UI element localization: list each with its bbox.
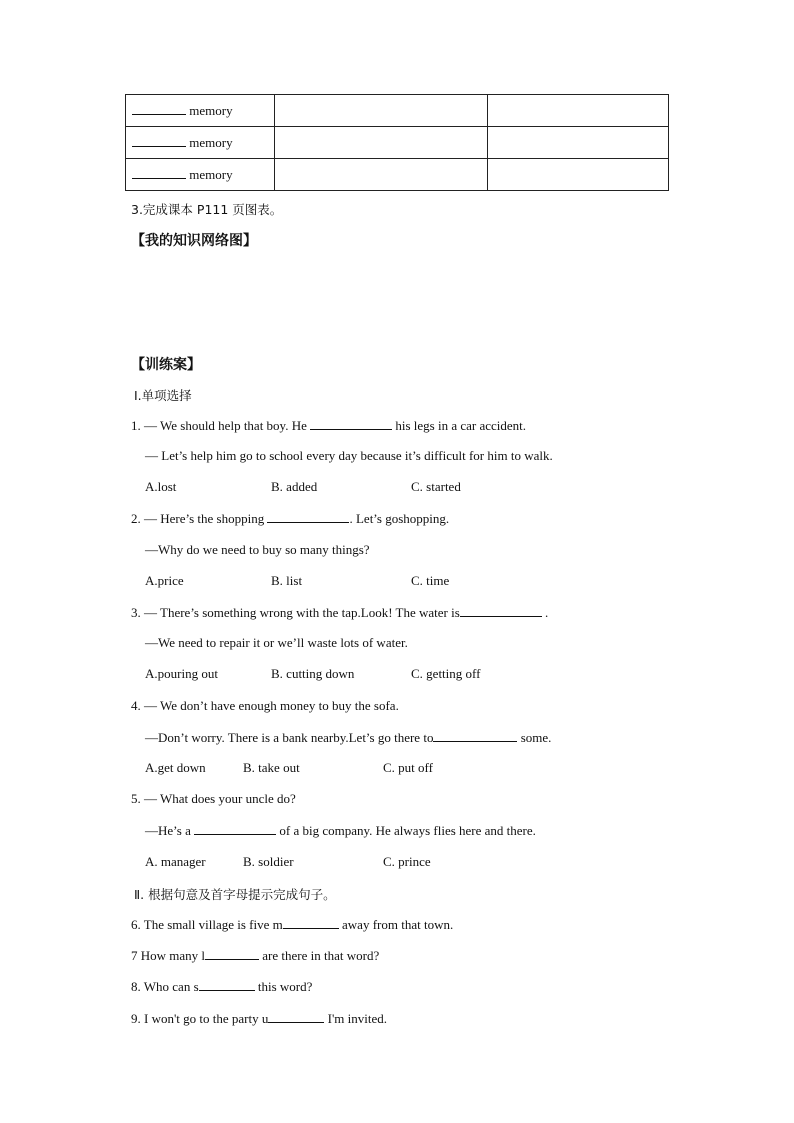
table-row <box>126 95 669 127</box>
answer-blank[interactable] <box>199 978 255 991</box>
table-row <box>126 159 669 191</box>
memory-label: memory <box>189 103 233 118</box>
fill-sentence-6: 6. The small village is five m away from that town. <box>131 917 454 932</box>
answer-blank[interactable] <box>205 947 259 960</box>
option-c[interactable]: C. put off <box>383 760 433 775</box>
option-b[interactable]: B. added <box>271 479 318 494</box>
question-2-reply: —Why do we need to buy so many things? <box>145 542 370 557</box>
option-a[interactable]: A.lost <box>145 479 177 494</box>
option-a[interactable]: A.price <box>145 573 184 588</box>
option-b[interactable]: B. take out <box>243 760 300 775</box>
option-c[interactable]: C. prince <box>383 854 431 869</box>
answer-blank[interactable] <box>460 604 542 617</box>
option-c[interactable]: C. getting off <box>411 666 481 681</box>
training-heading: 【训练案】 <box>131 357 201 373</box>
question-4: 4. — We don’t have enough money to buy the sofa. <box>131 698 399 713</box>
table-cell[interactable] <box>275 159 488 191</box>
question-2: 2. — Here’s the shopping . Let’s goshopping. <box>131 511 450 526</box>
option-a[interactable]: A.get down <box>145 760 206 775</box>
answer-blank[interactable] <box>132 166 186 179</box>
answer-blank[interactable] <box>268 1010 324 1023</box>
fill-sentence-9: 9. I won't go to the party u I'm invited. <box>131 1011 388 1026</box>
answer-blank[interactable] <box>433 729 517 742</box>
option-b[interactable]: B. list <box>271 573 303 588</box>
answer-blank[interactable] <box>267 510 349 523</box>
table-cell <box>126 95 275 127</box>
answer-blank[interactable] <box>132 134 186 147</box>
answer-blank[interactable] <box>132 102 186 115</box>
question-5-reply: —He’s a of a big company. He always flies here and there. <box>145 823 536 838</box>
table-row <box>126 127 669 159</box>
option-a[interactable]: A.pouring out <box>145 666 218 681</box>
question-3: 3. — There’s something wrong with the tap.Look! The water is . <box>131 605 549 620</box>
section-2-title: Ⅱ. 根据句意及首字母提示完成句子。 <box>134 887 336 902</box>
task-3-instruction: 3.完成课本 P111 页图表。 <box>131 202 283 217</box>
question-1-reply: — Let’s help him go to school every day because it’s difficult for him to walk. <box>145 448 553 463</box>
question-3-reply: —We need to repair it or we’ll waste lots of water. <box>145 635 408 650</box>
answer-blank[interactable] <box>194 822 276 835</box>
fill-sentence-8: 8. Who can s this word? <box>131 979 313 994</box>
option-c[interactable]: C. started <box>411 479 461 494</box>
question-1: 1. — We should help that boy. He his legs in a car accident. <box>131 418 527 433</box>
memory-table <box>125 94 669 191</box>
memory-label: memory <box>189 135 233 150</box>
memory-label: memory <box>189 167 233 182</box>
fill-sentence-7: 7 How many l are there in that word? <box>131 948 380 963</box>
section-1-title: Ⅰ.单项选择 <box>134 388 192 403</box>
table-cell <box>126 159 275 191</box>
option-c[interactable]: C. time <box>411 573 450 588</box>
table-cell[interactable] <box>488 159 669 191</box>
table-cell[interactable] <box>275 127 488 159</box>
question-4-reply: —Don’t worry. There is a bank nearby.Let’s go there to some. <box>145 730 552 745</box>
option-b[interactable]: B. soldier <box>243 854 294 869</box>
option-a[interactable]: A. manager <box>145 854 206 869</box>
knowledge-map-heading: 【我的知识网络图】 <box>131 233 257 249</box>
answer-blank[interactable] <box>310 417 392 430</box>
table-cell <box>126 127 275 159</box>
option-b[interactable]: B. cutting down <box>271 666 355 681</box>
table-cell[interactable] <box>488 127 669 159</box>
answer-blank[interactable] <box>283 916 339 929</box>
table-cell[interactable] <box>488 95 669 127</box>
question-5: 5. — What does your uncle do? <box>131 791 296 806</box>
table-cell[interactable] <box>275 95 488 127</box>
